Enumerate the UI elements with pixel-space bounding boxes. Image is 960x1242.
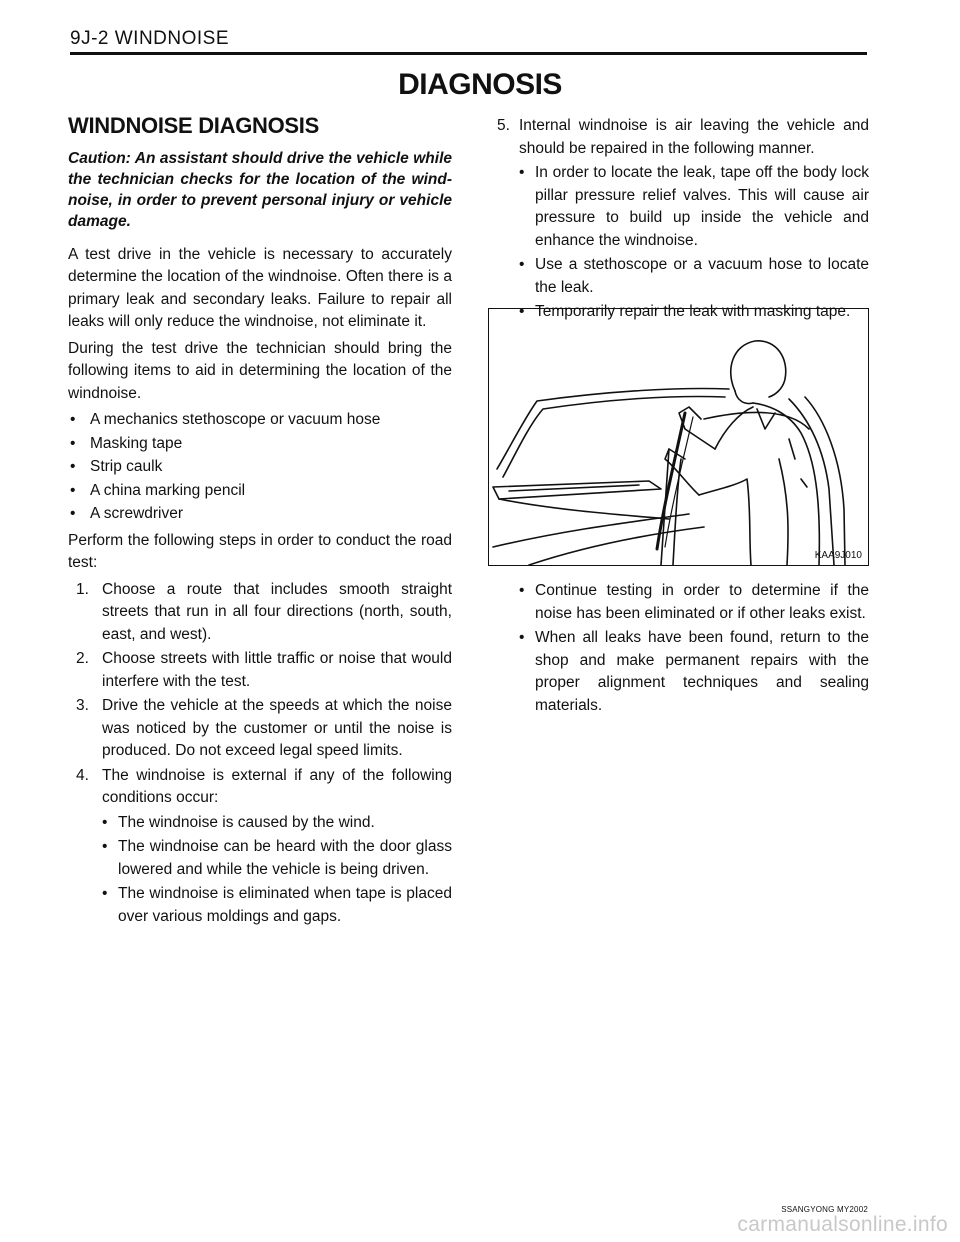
sub-item: • Temporarily repair the leak with masking tape. [519,301,869,324]
list-item: • When all leaks have been found, return to the shop and make permanent repairs with the proper alignment techniques and sealing materials. [519,629,869,714]
technician-illustration [488,308,869,566]
bullet-icon: • [519,256,525,273]
bullet-icon: • [102,838,108,855]
footer-model: SSANGYONG MY2002 [781,1205,868,1214]
sub-item: • Use a stethoscope or a vacuum hose to locate the leak. [519,256,869,296]
bullet-icon: • [102,885,108,902]
bullet-icon: • [519,629,525,646]
step-item: 2. Choose streets with little traffic or noise that would interfere with the test. [76,650,452,690]
bullet-icon: • [519,303,525,320]
bullet-icon: • [102,813,108,831]
bullet-icon: • [70,481,76,499]
step-item: 1. Choose a route that includes smooth straight streets that run in all four directions (north, south, east, and west). [76,580,452,643]
windshield-technician-drawing [489,309,868,565]
caution-text: Caution: An assistant should drive the vehicle while the technician checks for the location of the wind-noise, in order to prevent personal injury or vehicle damage. [68,149,452,230]
sub-item: • In order to locate the leak, tape off the body lock pillar pressure relief valves. This will cause air pressure to build up inside the vehicle and enhance the windnoise. [519,164,869,249]
items-list [68,409,452,526]
sub-list [519,162,869,324]
right-column [497,115,869,326]
list-item: • A mechanics stethoscope or vacuum hose [68,409,452,432]
sub-item: • The windnoise can be heard with the door glass lowered and while the vehicle is being driven. [102,838,452,878]
bullet-icon: • [70,458,76,475]
sub-item: • The windnoise is caused by the wind. [102,812,452,835]
list-item: • A china marking pencil [68,480,452,503]
section-heading: WINDNOISE DIAGNOSIS [68,113,319,138]
steps-list [68,579,452,929]
sub-list [102,812,452,929]
watermark: carmanualsonline.info [737,1213,948,1236]
bullet-icon: • [519,582,525,599]
left-column [68,115,452,930]
figure-code: KAA9J010 [814,550,862,561]
section-header: 9J-2 WINDNOISE [70,28,230,49]
bullet-icon: • [70,505,76,522]
paragraph-steps-intro: Perform the following steps in order to conduct the road test: [68,531,452,571]
step-item: 5. Internal windnoise is air leaving the vehicle and should be repaired in the following manner. [497,117,869,157]
paragraph-intro: A test drive in the vehicle is necessary to accurately determine the location of the windnoise. Often there is a primary leak and secondary leaks. Failure to repair all leaks will only reduce the windnoise, not eliminate it. [68,245,452,330]
page-title: DIAGNOSIS [398,68,562,101]
after-figure-list [519,580,869,719]
list-item: • Strip caulk [68,456,452,479]
list-item: • Masking tape [68,433,452,456]
bullet-icon: • [70,411,76,428]
paragraph-items-intro: During the test drive the technician should bring the following items to aid in determining the location of the windnoise. [68,339,452,402]
bullet-list [519,580,869,717]
list-item: • Continue testing in order to determine if the noise has been eliminated or if other leaks exist. [519,582,869,622]
bullet-icon: • [519,164,525,181]
step-item: 3. Drive the vehicle at the speeds at which the noise was noticed by the customer or until the noise is produced. Do not exceed legal speed limits. [76,697,452,759]
list-item: • A screwdriver [68,503,452,526]
header-rule [70,52,867,55]
sub-item: • The windnoise is eliminated when tape is placed over various moldings and gaps. [102,885,452,925]
bullet-icon: • [70,434,76,452]
step-item: 4. The windnoise is external if any of the following conditions occur: • The windnoise is caused by the wind. • The windnoise can be heard with the door glass lowered and while the vehicle is being driven. • The windnoise is eliminated when tape is placed over various moldings and gaps. [68,765,452,929]
